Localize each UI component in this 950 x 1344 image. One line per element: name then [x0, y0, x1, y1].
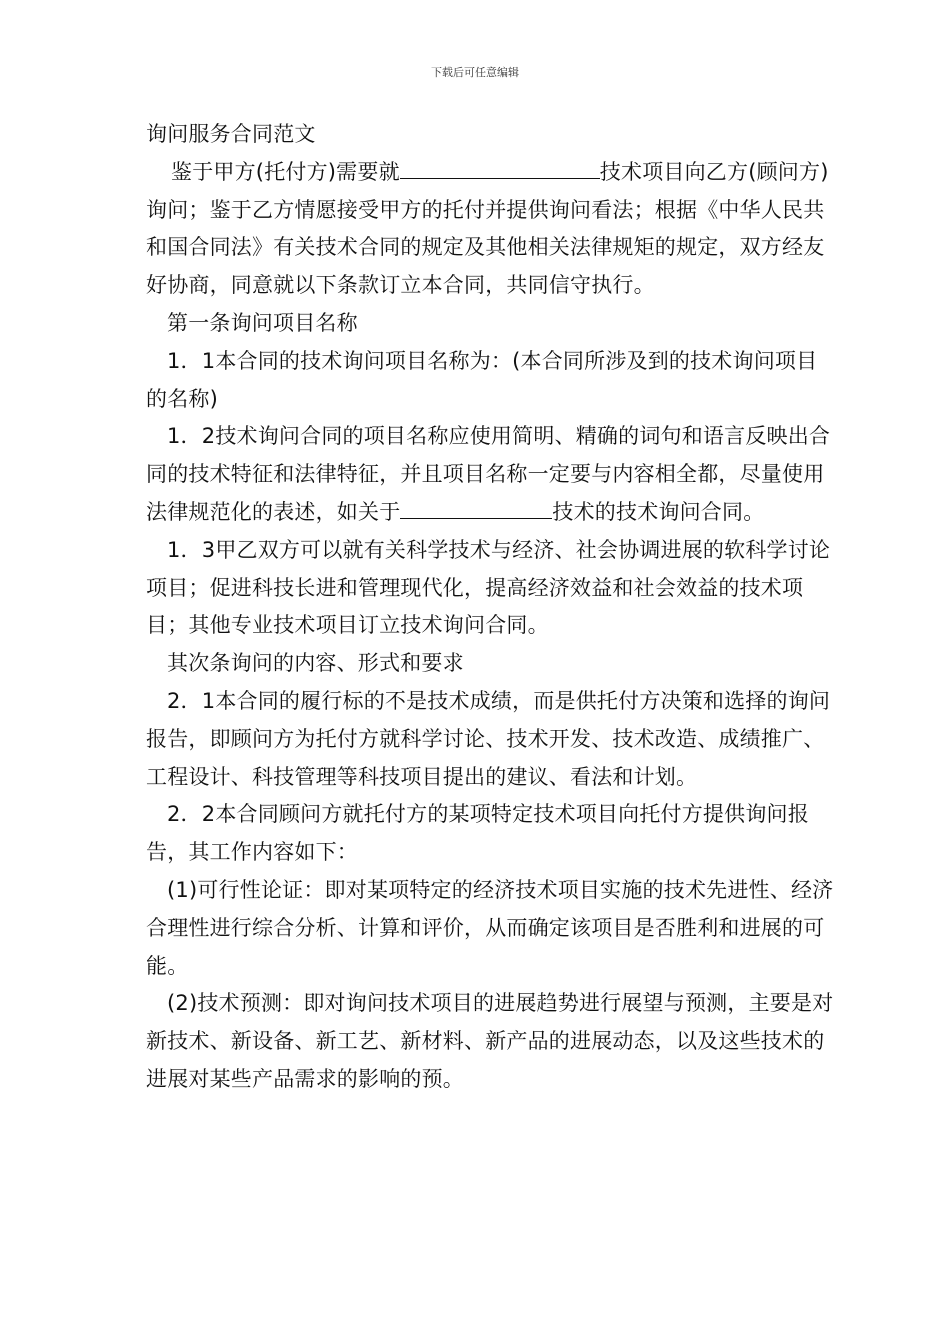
list-item-feasibility: (1)可行性论证：即对某项特定的经济技术项目实施的技术先进性、经济合理性进行综合分析、计算和评价，从而确定该项目是否胜利和进展的可能。: [146, 877, 834, 978]
clause-1-2: [146, 418, 836, 531]
article-2-heading: 其次条询问的内容、形式和要求: [167, 651, 464, 676]
intro-paragraph: [146, 154, 836, 305]
intro-text-before-blank: 鉴于甲方(托付方)需要就: [171, 159, 400, 184]
document-body: [146, 116, 836, 1099]
clause-2-1: 2．1本合同的履行标的不是技术成绩，而是供托付方决策和选择的询问报告，即顾问方为托付方就科学讨论、技术开发、技术改造、成绩推广、工程设计、科技管理等科技项目提出的建议、看法和计划。: [146, 688, 831, 789]
clause-2-2: 2．2本合同顾问方就托付方的某项特定技术项目向托付方提供询问报告，其工作内容如下：: [146, 802, 809, 865]
page-header-note: 下载后可任意编辑: [431, 66, 519, 79]
project-name-blank[interactable]: [400, 156, 600, 179]
clause-1-1: 1．1本合同的技术询问项目名称为：(本合同所涉及到的技术询问项目的名称): [146, 348, 818, 411]
clause-1-2-text-before-blank: 1．2技术询问合同的项目名称应使用简明、精确的词句和语言反映出合同的技术特征和法律特征，并且项目名称一定要与内容相全都，尽量使用法律规范化的表述，如关于: [146, 424, 831, 524]
list-item-forecast: (2)技术预测：即对询问技术项目的进展趋势进行展望与预测，主要是对新技术、新设备、新工艺、新材料、新产品的进展动态，以及这些技术的进展对某些产品需求的影响的预。: [146, 991, 834, 1091]
technology-name-blank[interactable]: [400, 496, 552, 519]
article-1-heading: 第一条询问项目名称: [167, 310, 358, 335]
clause-1-2-text-after-blank: 技术的技术询问合同。: [552, 499, 765, 524]
document-title: 询问服务合同范文: [146, 122, 316, 146]
clause-1-3: 1．3甲乙双方可以就有关科学技术与经济、社会协调进展的软科学讨论项目；促进科技长进和管理现代化，提高经济效益和社会效益的技术项目；其他专业技术项目订立技术询问合同。: [146, 537, 831, 638]
intro-text-after-blank: 技术项目向乙方(顾问方)询问；鉴于乙方情愿接受甲方的托付并提供询问看法；根据《中华人民共和国合同法》有关技术合同的规定及其他相关法律规矩的规定，双方经友好协商，同意就以下条款订立本合同，共同信守执行。: [146, 159, 829, 298]
